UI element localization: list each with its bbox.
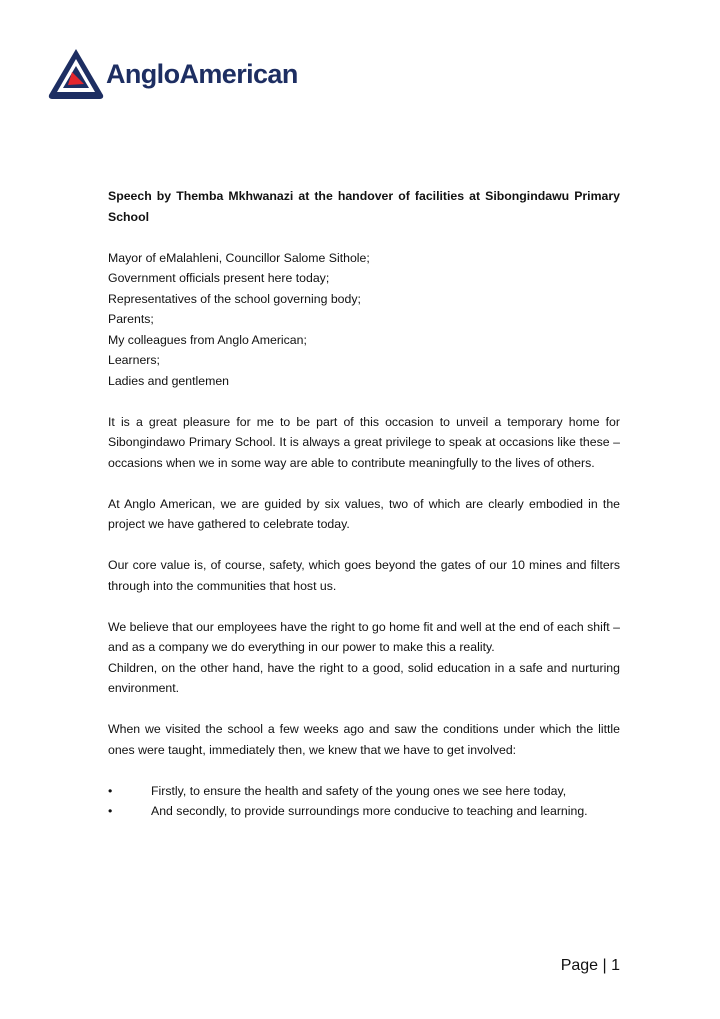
- salutation-line: Government officials present here today;: [108, 271, 330, 285]
- paragraph-values: At Anglo American, we are guided by six values, two of which are clearly embodied in the project we have gathered to celebrate today.: [108, 496, 620, 531]
- bullet-list: [108, 781, 620, 822]
- paragraph-children: Children, on the other hand, have the right to a good, solid education in a safe and nurturing environment.: [108, 660, 620, 695]
- bullet-icon: •: [108, 783, 113, 798]
- salutation-line: Mayor of eMalahleni, Councillor Salome Sithole;: [108, 250, 370, 265]
- paragraph-safety: Our core value is, of course, safety, which goes beyond the gates of our 10 mines and filters through into the communities that host us.: [108, 558, 620, 593]
- bullet-text: And secondly, to provide surroundings more conducive to teaching and learning.: [151, 804, 588, 818]
- salutation-line: Ladies and gentlemen: [108, 373, 230, 388]
- brand-name: AngloAmerican: [106, 58, 298, 89]
- paragraph-opening: It is a great pleasure for me to be part of this occasion to unveil a temporary home for Sibongindawo Primary School. It is always a great privilege to speak at occasions like these – occasions when we in some way are able to contribute meaningfully to the lives of others.: [108, 414, 620, 470]
- anglo-american-emblem-icon: [48, 48, 104, 100]
- anglo-american-logo: [48, 48, 298, 100]
- salutation-line: Learners;: [108, 353, 160, 367]
- salutation-line: Parents;: [108, 312, 154, 326]
- salutation-line: Representatives of the school governing body;: [108, 291, 361, 306]
- list-item: [108, 781, 620, 802]
- bullet-icon: •: [108, 804, 113, 818]
- list-item: [108, 801, 620, 822]
- salutation-line: My colleagues from Anglo American;: [108, 332, 307, 347]
- speech-title: Speech by Themba Mkhwanazi at the handover of facilities at Sibongindawu Primary School: [108, 189, 620, 224]
- speech-body: [108, 186, 620, 822]
- page-number: Page | 1: [560, 957, 620, 974]
- paragraph-rights: [108, 617, 620, 699]
- salutation-list: [108, 248, 620, 392]
- paragraph-visit: When we visited the school a few weeks ago and saw the conditions under which the little ones were taught, immediately then, we knew that we have to get involved:: [108, 722, 620, 757]
- paragraph-employees: We believe that our employees have the right to go home fit and well at the end of each shift – and as a company we do everything in our power to make this a reality.: [108, 619, 620, 654]
- bullet-text: Firstly, to ensure the health and safety of the young ones we see here today,: [151, 783, 567, 798]
